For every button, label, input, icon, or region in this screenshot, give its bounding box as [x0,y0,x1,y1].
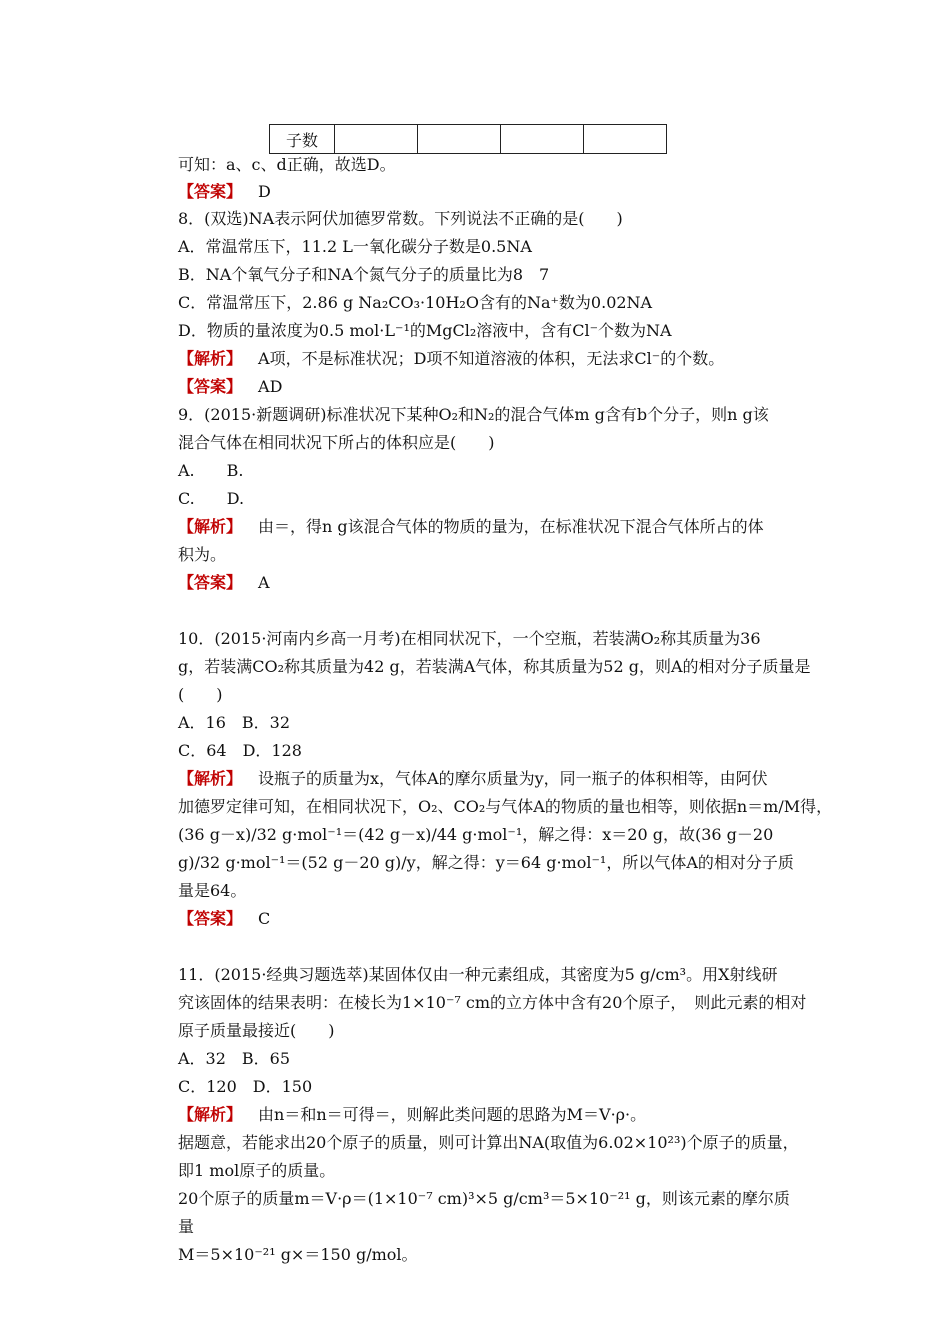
table-cell: 子数 [270,125,335,154]
question-9-cont: 混合气体在相同状况下所占的体积应是( ) [178,433,495,452]
analysis-line [178,1105,646,1125]
table-cell [584,125,667,154]
option-b: B．NA个氧气分子和NA个氮气分子的质量比为8 7 [178,265,550,284]
answer-line [178,573,270,593]
text-line: 即1 mol原子的质量。 [178,1161,336,1180]
option-c: C．常温常压下，2.86 g Na₂CO₃·10H₂O含有的Na⁺数为0.02NA [178,293,653,312]
option-ab: A．16 B．32 [178,713,291,732]
option-ab: A. B. [178,461,244,480]
answer-line [178,909,270,929]
answer-tag: 【答案】 [178,573,243,592]
text-line: 量是64。 [178,881,247,900]
analysis-tag: 【解析】 [178,1105,243,1124]
analysis-line [178,769,768,789]
question-10-cont: g，若装满CO₂称其质量为42 g，若装满A气体，称其质量为52 g，则A的相对分子质量是 [178,657,811,676]
analysis-line [178,349,724,369]
answer-text: C [258,909,271,928]
answer-tag: 【答案】 [178,182,243,201]
analysis-text: 由n＝和n＝可得＝，则解此类问题的思路为M＝V·ρ·。 [258,1105,647,1124]
answer-line [178,377,282,397]
question-9: 9．(2015·新题调研)标准状况下某种O₂和N₂的混合气体m g含有b个分子，则n g该 [178,405,769,424]
table-cell [501,125,584,154]
question-11-cont: 原子质量最接近( ) [178,1021,335,1040]
analysis-text: A项，不是标准状况；D项不知道溶液的体积，无法求Cl⁻的个数。 [258,349,725,368]
table-cell [335,125,418,154]
analysis-tag: 【解析】 [178,349,243,368]
text-line: 可知：a、c、d正确，故选D。 [178,155,396,174]
text-line: 量 [178,1217,195,1236]
question-11-cont: 究该固体的结果表明：在棱长为1×10⁻⁷ cm的立方体中含有20个原子， 则此元素的相对 [178,993,807,1012]
text-line: 据题意，若能求出20个原子的质量，则可计算出NA(取值为6.02×10²³)个原子的质量， [178,1133,799,1152]
analysis-text: 设瓶子的质量为x，气体A的摩尔质量为y，同一瓶子的体积相等，由阿伏 [258,769,768,788]
analysis-text: 由＝，得n g该混合气体的物质的量为，在标准状况下混合气体所占的体 [258,517,764,536]
analysis-line [178,517,764,537]
question-11: 11．(2015·经典习题选萃)某固体仅由一种元素组成，其密度为5 g/cm³。用X射线研 [178,965,778,984]
text-line: 20个原子的质量m＝V·ρ＝(1×10⁻⁷ cm)³×5 g/cm³＝5×10⁻²¹ g，则该元素的摩尔质 [178,1189,790,1208]
question-8: 8．(双选)NA表示阿伏加德罗常数。下列说法不正确的是( ) [178,209,623,228]
option-cd: C．120 D．150 [178,1077,313,1096]
answer-tag: 【答案】 [178,909,243,928]
answer-text: D [258,182,271,201]
answer-text: AD [258,377,283,396]
text-line: 加德罗定律可知，在相同状况下，O₂、CO₂与气体A的物质的量也相等，则依据n＝m/M得， [178,797,833,816]
table-cell [418,125,501,154]
answer-line [178,182,271,202]
analysis-tag: 【解析】 [178,769,243,788]
answer-text: A [258,573,270,592]
option-ab: A．32 B．65 [178,1049,291,1068]
option-cd: C．64 D．128 [178,741,302,760]
question-10: 10．(2015·河南内乡高一月考)在相同状况下，一个空瓶，若装满O₂称其质量为36 [178,629,761,648]
table-fragment [269,124,667,154]
text-line: g)/32 g·mol⁻¹＝(52 g－20 g)/y，解之得：y＝64 g·mol⁻¹，所以气体A的相对分子质 [178,853,794,872]
text-line: 积为。 [178,545,227,564]
question-10-cont: ( ) [178,685,223,704]
option-cd: C. D. [178,489,245,508]
text-line: M＝5×10⁻²¹ g×＝150 g/mol。 [178,1245,418,1264]
answer-tag: 【答案】 [178,377,243,396]
analysis-tag: 【解析】 [178,517,243,536]
option-d: D．物质的量浓度为0.5 mol·L⁻¹的MgCl₂溶液中，含有Cl⁻个数为NA [178,321,672,340]
text-line: (36 g－x)/32 g·mol⁻¹＝(42 g－x)/44 g·mol⁻¹，解之得：x＝20 g，故(36 g－20 [178,825,774,844]
option-a: A．常温常压下，11.2 L一氧化碳分子数是0.5NA [178,237,532,256]
